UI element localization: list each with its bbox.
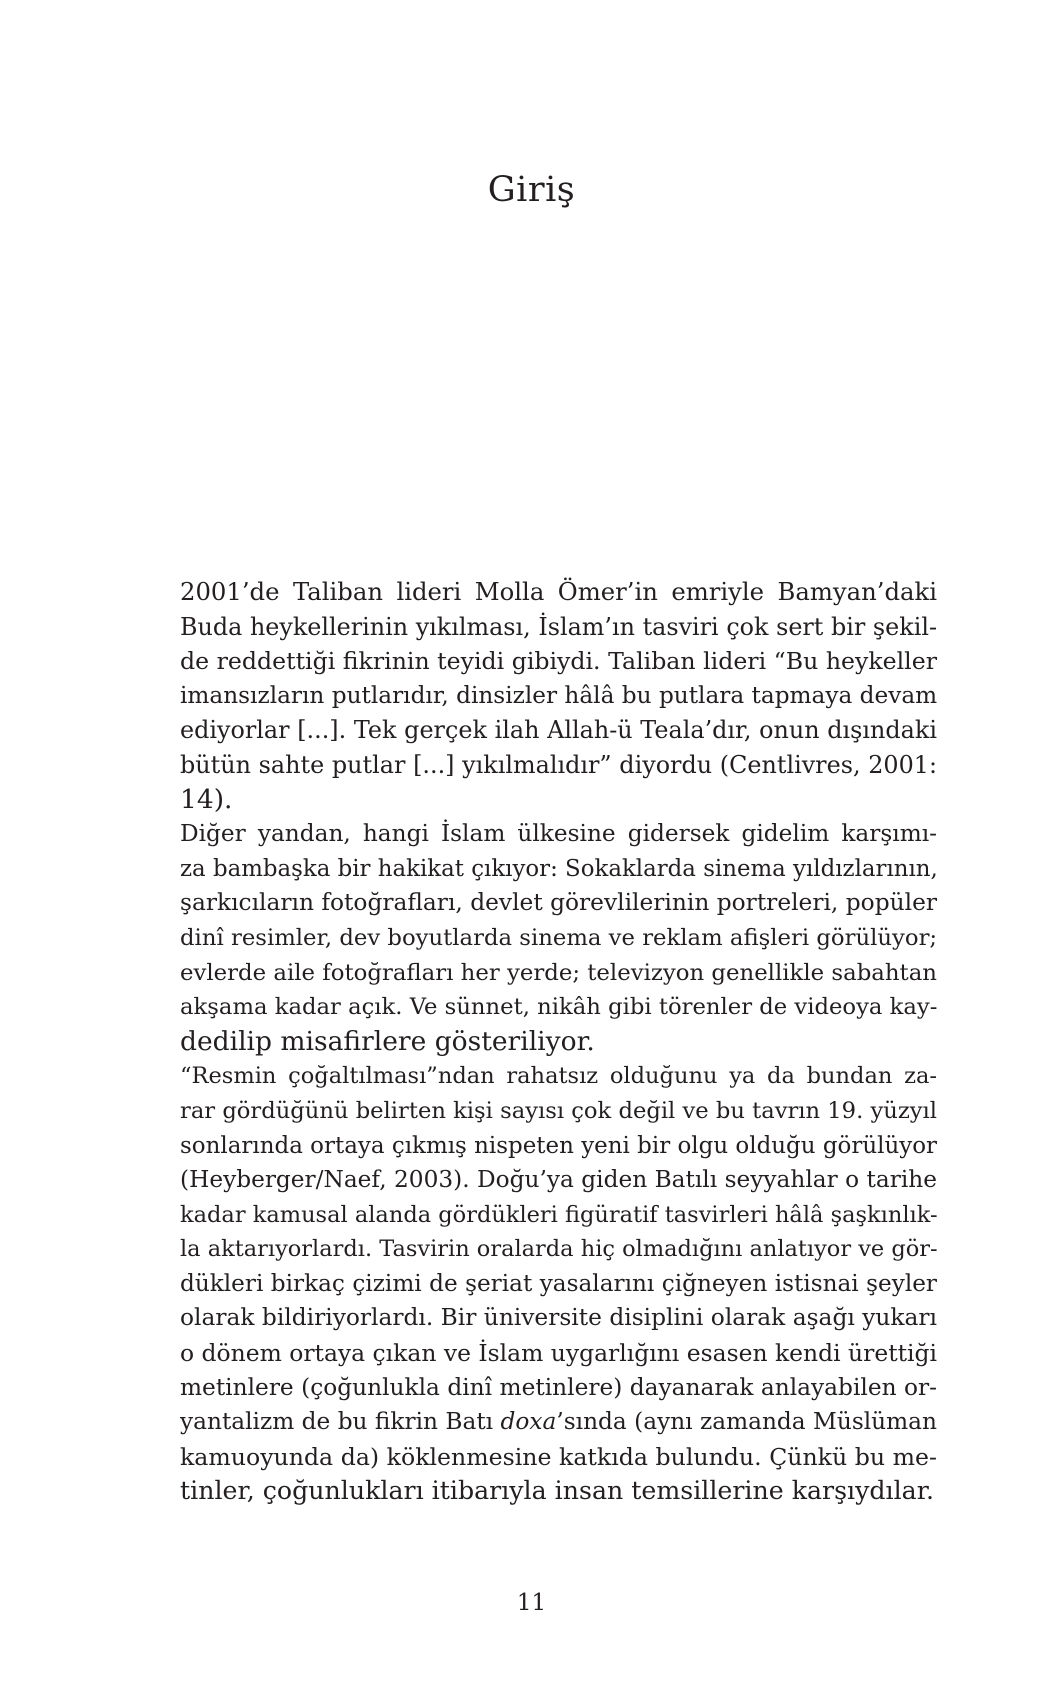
text-line: rar gördüğünü belirten kişi sayısı çok değil ve bu tavrın 19. yüzyıl xyxy=(180,1097,937,1124)
text-line: olarak bildiriyorlardı. Bir üniversite disiplini olarak aşağı yukarı xyxy=(180,1304,937,1332)
text-line: evlerde aile fotoğrafları her yerde; televizyon genellikle sabahtan xyxy=(180,959,937,986)
text-line: dinî resimler, dev boyutlarda sinema ve reklam afişleri görülüyor; xyxy=(180,924,938,951)
body-text xyxy=(147,575,937,1509)
text-line: metinlere (çoğunlukla dinî metinlere) dayanarak anlayabilen or- xyxy=(180,1373,937,1401)
text-line: kamuoyunda da) köklenmesine katkıda bulundu. Çünkü bu me- xyxy=(180,1442,937,1471)
text-line: za bambaşka bir hakikat çıkıyor: Sokaklarda sinema yıldızlarının, xyxy=(180,855,938,882)
text-line: o dönem ortaya çıkan ve İslam uygarlığını esasen kendi ürettiği xyxy=(180,1339,937,1368)
text-line: yantalizm de bu fikrin Batı doxa’sında (aynı zamanda Müslüman xyxy=(180,1408,937,1436)
text-line: Buda heykellerinin yıkılması, İslam’ın tasviri çok sert bir şekil- xyxy=(180,612,937,641)
text-line: kadar kamusal alanda gördükleri figüratif tasvirleri hâlâ şaşkınlık- xyxy=(180,1201,938,1228)
italic-term: doxa xyxy=(500,1408,557,1436)
paragraph-1 xyxy=(147,575,937,817)
text-line: de reddettiği fikrinin teyidi gibiydi. Taliban lideri “Bu heykeller xyxy=(180,647,937,676)
text-line: imansızların putlarıdır, dinsizler hâlâ bu putlara tapmaya devam xyxy=(180,681,938,709)
text-line: (Heyberger/Naef, 2003). Doğu’ya giden Batılı seyyahlar o tarihe xyxy=(180,1166,937,1194)
text-line: akşama kadar açık. Ve sünnet, nikâh gibi törenler de videoya kay- xyxy=(180,994,938,1021)
text-line: şarkıcıların fotoğrafları, devlet görevlilerinin portreleri, popüler xyxy=(180,889,937,917)
text-line: dükleri birkaç çizimi de şeriat yasalarını çiğneyen istisnai şeyler xyxy=(180,1269,937,1297)
text-line: la aktarıyorlardı. Tasvirin oralarda hiç olmadığını anlatıyor ve gör- xyxy=(180,1236,938,1263)
text-line: bütün sahte putlar [...] yıkılmalıdır” diyordu (Centlivres, 2001: xyxy=(180,750,937,779)
text-line: “Resmin çoğaltılması”ndan rahatsız olduğunu ya da bundan za- xyxy=(180,1063,937,1090)
text-line: Diğer yandan, hangi İslam ülkesine gidersek gidelim karşımı- xyxy=(180,820,937,848)
text-line: dedilip misafirlere gösteriliyor. xyxy=(180,1025,595,1057)
text-line: sonlarında ortaya çıkmış nispeten yeni bir olgu olduğu görülüyor xyxy=(180,1132,937,1159)
text-line: ediyorlar [...]. Tek gerçek ilah Allah-ü Teala’dır, onun dışındaki xyxy=(180,716,937,745)
paragraph-3 xyxy=(147,1059,937,1509)
chapter-title: Giriş xyxy=(487,170,576,210)
text-line: 14). xyxy=(180,783,233,815)
page-number: 11 xyxy=(516,1590,547,1616)
paragraph-2 xyxy=(147,817,937,1059)
text-line: 2001’de Taliban lideri Molla Ömer’in emriyle Bamyan’daki xyxy=(180,577,937,606)
text-line: tinler, çoğunlukları itibarıyla insan temsillerine karşıydılar. xyxy=(180,1476,935,1506)
